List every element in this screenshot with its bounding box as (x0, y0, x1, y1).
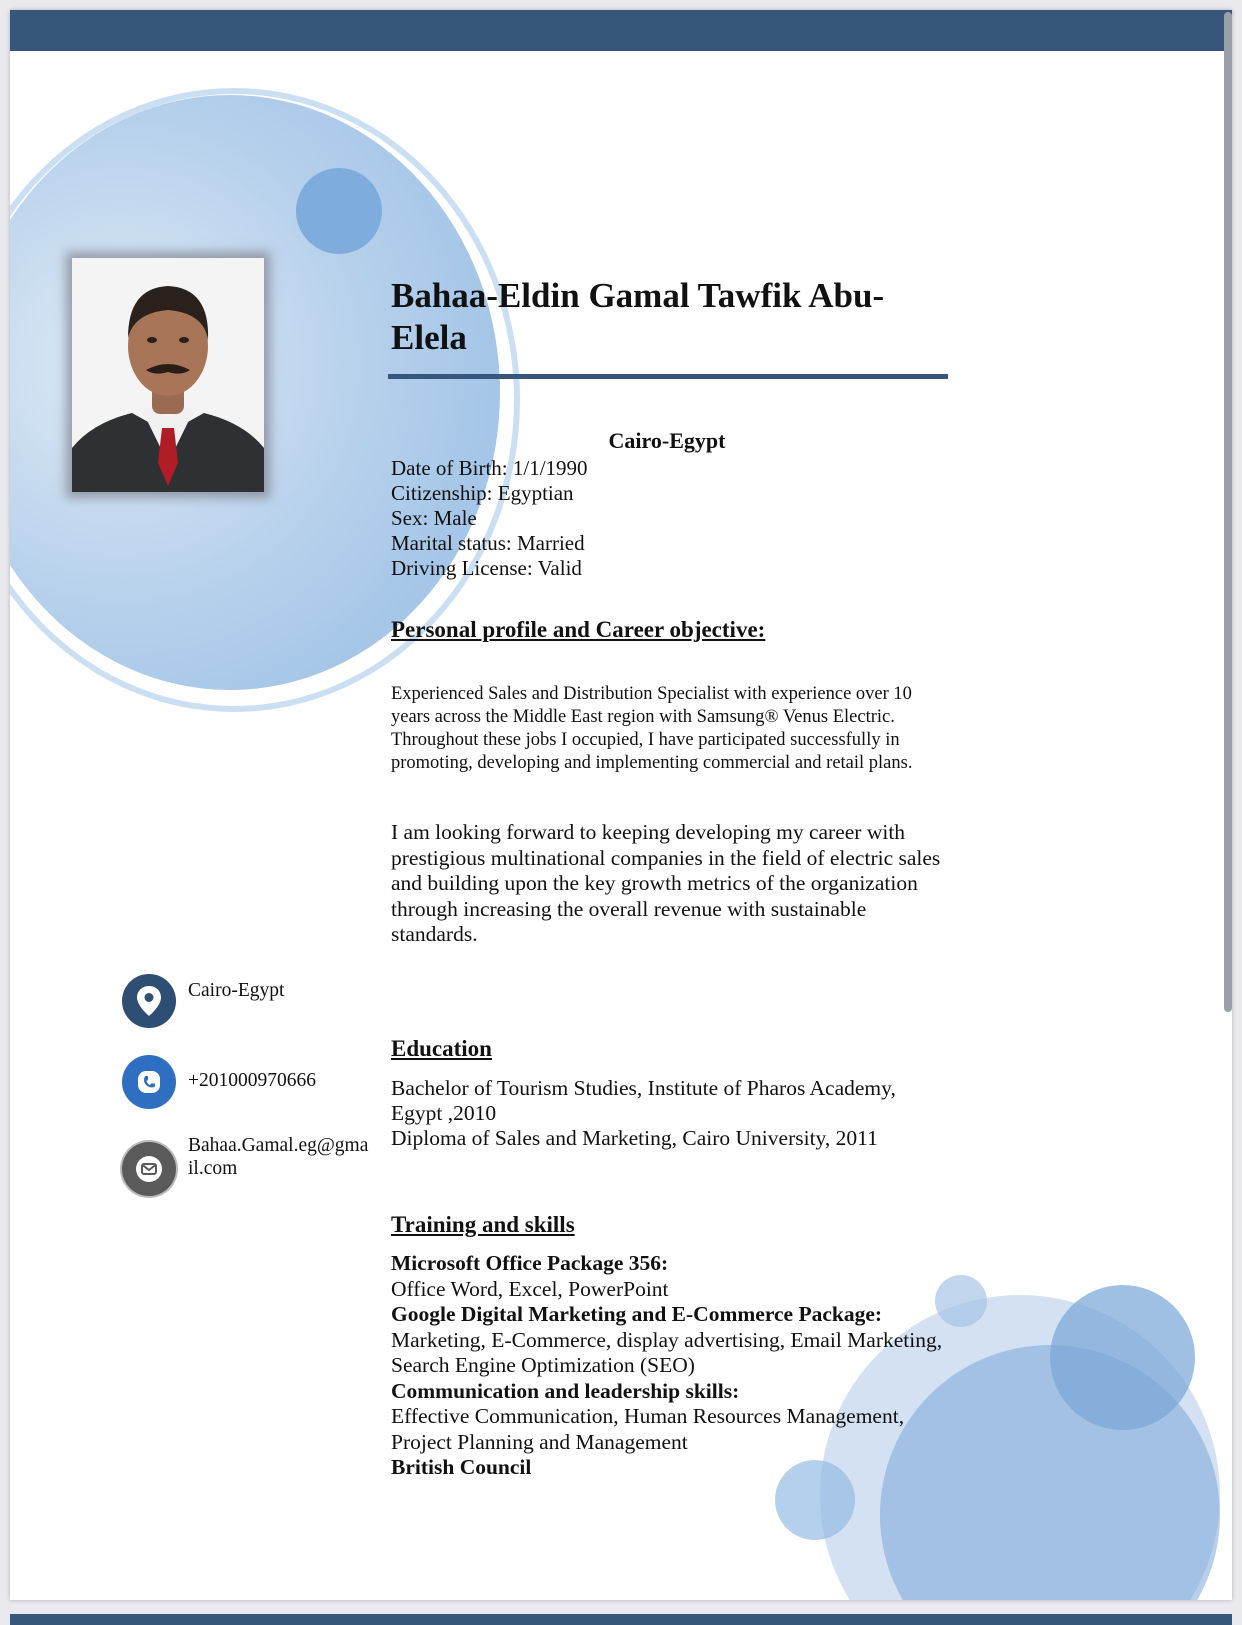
contact-location: Cairo-Egypt (188, 980, 285, 1001)
vertical-scrollbar[interactable] (1224, 12, 1232, 1012)
career-objective-paragraph: I am looking forward to keeping developing my career with prestigious multinational companies in the field of electric sales and building upon the key growth metrics of the organization through increasing the overall revenue with sustainable standards. (391, 820, 941, 946)
profile-paragraph: Experienced Sales and Distribution Specialist with experience over 10 years across the Middle East region with Samsung® Venus Electric. Throughout these jobs I occupied, I have participated successfully in promoting, developing and implementing commercial and retail plans. (391, 684, 913, 773)
education-item: Bachelor of Tourism Studies, Institute of Pharos Academy, Egypt ,2010 (391, 1076, 896, 1125)
citizenship: Citizenship: Egyptian (391, 481, 574, 505)
training-detail: Office Word, Excel, PowerPoint (391, 1276, 669, 1301)
candidate-name: Bahaa-Eldin Gamal Tawfik Abu-Elela (391, 276, 885, 357)
name-divider (388, 374, 948, 379)
marital-status: Marital status: Married (391, 531, 585, 555)
location-pin-icon (122, 974, 176, 1028)
contact-email: Bahaa.Gamal.eg@gmail.com (188, 1135, 369, 1179)
top-color-bar (10, 10, 1232, 51)
training-title: Microsoft Office Package 356: (391, 1251, 669, 1275)
training-title: British Council (391, 1455, 532, 1479)
training-heading: Training and skills (391, 1212, 575, 1237)
sex: Sex: Male (391, 506, 477, 530)
education-heading: Education (391, 1036, 492, 1061)
profile-photo (72, 258, 264, 492)
training-list (391, 1251, 951, 1481)
email-icon (122, 1142, 176, 1196)
training-title: Communication and leadership skills: (391, 1378, 740, 1403)
phone-icon (122, 1055, 176, 1109)
training-detail: Effective Communication, Human Resources Management, Project Planning and Management (391, 1404, 905, 1454)
driving-license: Driving License: Valid (391, 556, 582, 580)
training-detail: Marketing, E-Commerce, display advertising, Email Marketing, Search Engine Optimization (SEO) (391, 1327, 943, 1377)
city-heading: Cairo-Egypt (608, 428, 726, 453)
decorative-circle-small (296, 168, 382, 254)
decorative-bubble (1050, 1285, 1195, 1430)
bottom-color-bar (10, 1614, 1232, 1625)
profile-heading: Personal profile and Career objective: (391, 617, 766, 642)
date-of-birth: Date of Birth: 1/1/1990 (391, 456, 588, 480)
education-item: Diploma of Sales and Marketing, Cairo University, 2011 (391, 1126, 878, 1150)
education-list (391, 1076, 951, 1151)
training-title: Google Digital Marketing and E-Commerce Package: (391, 1302, 883, 1326)
contact-phone: +201000970666 (188, 1070, 316, 1091)
personal-info (391, 456, 588, 581)
resume-page (10, 10, 1232, 1600)
